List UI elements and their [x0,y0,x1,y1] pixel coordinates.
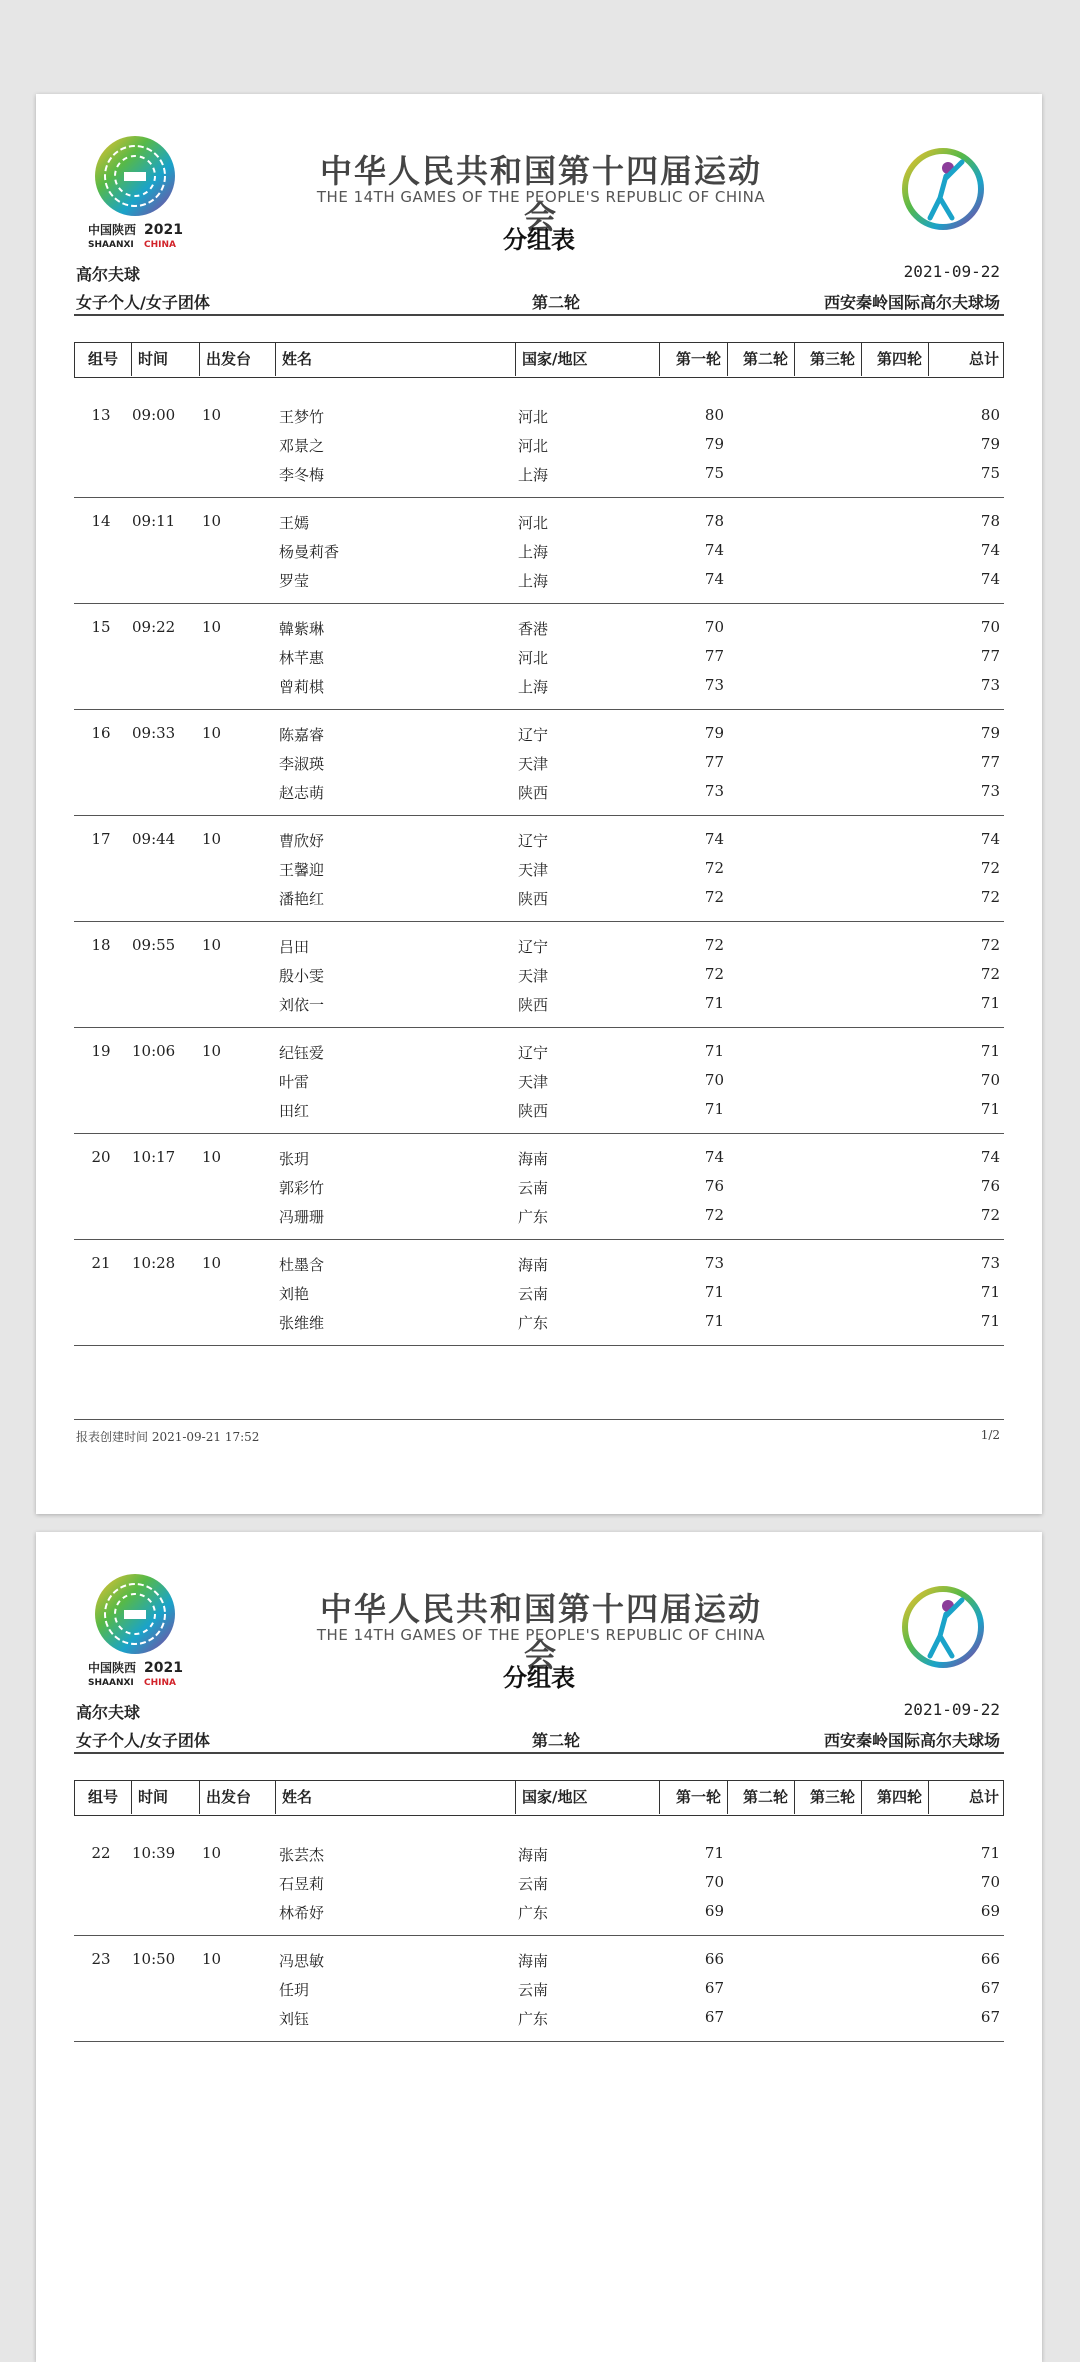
player-row [74,753,1004,781]
report-page-2 [36,1532,1042,2362]
tee-group [74,710,1004,816]
player-region: 天津 [518,1073,549,1091]
round1-score: 72 [704,888,724,906]
round1-score: 70 [704,1071,724,1089]
player-name: 冯思敏 [279,1952,325,1970]
tee-group [74,498,1004,604]
player-region: 天津 [518,967,549,985]
starting-tee: 10 [202,830,222,848]
total-score: 72 [980,1206,1000,1224]
round1-score: 74 [704,570,724,588]
player-row [74,1979,1004,2007]
player-region: 海南 [518,1846,549,1864]
tee-time: 09:33 [132,724,176,742]
player-name: 张玥 [279,1150,310,1168]
event-name: 女子个人/女子团体 [76,293,210,312]
round1-score: 70 [704,1873,724,1891]
player-name: 罗莹 [279,572,310,590]
svg-text:2021: 2021 [144,1660,183,1676]
total-score: 74 [980,830,1000,848]
player-name: 林芊惠 [279,649,325,667]
player-region: 辽宁 [518,726,549,744]
player-region: 陕西 [518,1102,549,1120]
report-page-1 [36,94,1042,1514]
venue-name: 西安秦岭国际高尔夫球场 [823,293,1000,312]
round1-score: 75 [704,464,724,482]
header-divider [74,1752,1004,1754]
player-row [74,724,1004,752]
player-name: 韓紫琳 [279,620,325,638]
player-region: 云南 [518,1981,549,1999]
doc-title: 分组表 [503,1664,575,1692]
player-row [74,541,1004,569]
col-round3: 第三轮 [794,1781,861,1814]
tee-group [74,1028,1004,1134]
round1-score: 79 [704,435,724,453]
tee-group [74,816,1004,922]
player-name: 王梦竹 [279,408,325,426]
player-region: 河北 [518,408,549,426]
player-row [74,1950,1004,1978]
player-name: 王馨迎 [279,861,325,879]
total-score: 72 [980,888,1000,906]
col-round4: 第四轮 [861,1781,928,1814]
round1-score: 72 [704,965,724,983]
games-title-en: THE 14TH GAMES OF THE PEOPLE'S REPUBLIC OF CHINA [316,188,766,206]
col-total: 总计 [928,343,1005,376]
round1-score: 72 [704,859,724,877]
player-name: 潘艳红 [279,890,325,908]
player-region: 云南 [518,1179,549,1197]
starting-tee: 10 [202,406,222,424]
group-number: 22 [91,1844,111,1862]
total-score: 78 [980,512,1000,530]
total-score: 70 [980,618,1000,636]
player-region: 海南 [518,1256,549,1274]
player-name: 王嫣 [279,514,310,532]
tee-group [74,1936,1004,2042]
total-score: 73 [980,676,1000,694]
total-score: 69 [980,1902,1000,1920]
round1-score: 71 [704,1844,724,1862]
player-row [74,464,1004,492]
tee-time: 09:44 [132,830,176,848]
group-number: 13 [91,406,111,424]
player-name: 石昱莉 [279,1875,325,1893]
player-row [74,1100,1004,1128]
starting-tee: 10 [202,1148,222,1166]
player-name: 叶雷 [279,1073,310,1091]
round1-score: 72 [704,1206,724,1224]
total-score: 71 [980,1042,1000,1060]
col-tee: 出发台 [199,1781,275,1814]
player-name: 邓景之 [279,437,325,455]
event-name: 女子个人/女子团体 [76,1731,210,1750]
round1-score: 73 [704,1254,724,1272]
report-created-time: 报表创建时间 2021-09-21 17:52 [76,1430,260,1444]
round1-score: 80 [704,406,724,424]
total-score: 72 [980,936,1000,954]
total-score: 67 [980,2008,1000,2026]
col-name: 姓名 [275,1781,515,1814]
round1-score: 67 [704,1979,724,1997]
player-region: 广东 [518,1208,549,1226]
player-row [74,512,1004,540]
starting-tee: 10 [202,1950,222,1968]
total-score: 73 [980,1254,1000,1272]
player-row [74,2008,1004,2036]
svg-text:2021: 2021 [144,222,183,238]
player-row [74,830,1004,858]
starting-tee: 10 [202,936,222,954]
player-name: 林希妤 [279,1904,325,1922]
groups-list [74,1830,1004,2042]
player-row [74,965,1004,993]
svg-text:CHINA: CHINA [144,1678,176,1688]
round1-score: 74 [704,830,724,848]
starting-tee: 10 [202,618,222,636]
round1-score: 77 [704,647,724,665]
player-name: 刘依一 [279,996,325,1014]
round1-score: 74 [704,1148,724,1166]
player-region: 辽宁 [518,938,549,956]
round1-score: 71 [704,994,724,1012]
player-name: 曾莉棋 [279,678,325,696]
player-name: 任玥 [279,1981,310,1999]
tee-group [74,1134,1004,1240]
player-name: 李淑瑛 [279,755,325,773]
total-score: 77 [980,753,1000,771]
col-group-no: 组号 [87,1788,118,1806]
player-region: 广东 [518,1314,549,1332]
col-total: 总计 [928,1781,1005,1814]
round1-score: 77 [704,753,724,771]
player-row [74,1283,1004,1311]
total-score: 80 [980,406,1000,424]
player-region: 海南 [518,1150,549,1168]
group-number: 18 [91,936,111,954]
tee-time: 09:11 [132,512,176,530]
round1-score: 79 [704,724,724,742]
tee-time: 09:22 [132,618,176,636]
group-number: 17 [91,830,111,848]
round-name: 第二轮 [531,293,580,312]
col-region: 国家/地区 [515,1781,659,1814]
total-score: 67 [980,1979,1000,1997]
group-number: 16 [91,724,111,742]
group-number: 20 [91,1148,111,1166]
player-name: 纪钰爱 [279,1044,325,1062]
player-name: 郭彩竹 [279,1179,325,1197]
player-region: 陕西 [518,784,549,802]
games-title-en: THE 14TH GAMES OF THE PEOPLE'S REPUBLIC OF CHINA [316,1626,766,1644]
player-row [74,647,1004,675]
round1-score: 74 [704,541,724,559]
player-name: 赵志萌 [279,784,325,802]
total-score: 74 [980,541,1000,559]
total-score: 74 [980,570,1000,588]
player-row [74,1071,1004,1099]
player-name: 吕田 [279,938,310,956]
tee-time: 10:50 [132,1950,176,1968]
group-number: 19 [91,1042,111,1060]
player-row [74,435,1004,463]
groups-list [74,392,1004,1346]
total-score: 71 [980,1100,1000,1118]
player-region: 河北 [518,649,549,667]
round1-score: 73 [704,782,724,800]
player-name: 陈嘉睿 [279,726,325,744]
round1-score: 76 [704,1177,724,1195]
total-score: 77 [980,647,1000,665]
col-region: 国家/地区 [515,343,659,376]
col-round3: 第三轮 [794,343,861,376]
games-title-cn: 中华人民共和国第十四届运动会 [319,152,762,236]
round1-score: 67 [704,2008,724,2026]
tee-group [74,392,1004,498]
player-name: 刘艳 [279,1285,310,1303]
table-header [74,342,1004,378]
player-name: 殷小雯 [279,967,325,985]
player-name: 曹欣妤 [279,832,325,850]
col-round2: 第二轮 [727,1781,794,1814]
tee-time: 09:00 [132,406,176,424]
total-score: 71 [980,1312,1000,1330]
col-group-no: 组号 [87,350,118,368]
total-score: 73 [980,782,1000,800]
player-row [74,1312,1004,1340]
svg-text:CHINA: CHINA [144,240,176,250]
tee-group [74,1830,1004,1936]
round1-score: 71 [704,1283,724,1301]
total-score: 71 [980,994,1000,1012]
round1-score: 73 [704,676,724,694]
svg-text:SHAANXI: SHAANXI [88,1678,134,1688]
total-score: 75 [980,464,1000,482]
tee-group [74,604,1004,710]
total-score: 70 [980,1873,1000,1891]
player-row [74,1206,1004,1234]
col-round2: 第二轮 [727,343,794,376]
player-region: 辽宁 [518,832,549,850]
player-region: 广东 [518,1904,549,1922]
round1-score: 71 [704,1312,724,1330]
player-row [74,406,1004,434]
player-name: 李冬梅 [279,466,325,484]
starting-tee: 10 [202,1042,222,1060]
player-row [74,936,1004,964]
tee-time: 10:17 [132,1148,176,1166]
col-round4: 第四轮 [861,343,928,376]
tee-time: 10:39 [132,1844,176,1862]
player-row [74,1902,1004,1930]
player-row [74,859,1004,887]
player-region: 陕西 [518,996,549,1014]
total-score: 76 [980,1177,1000,1195]
starting-tee: 10 [202,1254,222,1272]
report-date: 2021-09-22 [903,1700,1000,1719]
tee-time: 10:06 [132,1042,176,1060]
player-name: 张芸杰 [279,1846,325,1864]
tee-time: 09:55 [132,936,176,954]
player-region: 海南 [518,1952,549,1970]
player-region: 广东 [518,2010,549,2028]
group-number: 21 [91,1254,111,1272]
group-number: 14 [91,512,111,530]
player-row [74,1042,1004,1070]
player-name: 杨曼莉香 [279,543,340,561]
col-round1: 第一轮 [659,343,727,376]
player-region: 香港 [518,620,549,638]
player-row [74,782,1004,810]
player-name: 张维维 [279,1314,325,1332]
player-region: 天津 [518,861,549,879]
table-header [74,1780,1004,1816]
total-score: 79 [980,435,1000,453]
player-row [74,1873,1004,1901]
player-region: 上海 [518,678,549,696]
col-round1: 第一轮 [659,1781,727,1814]
player-row [74,1254,1004,1282]
round1-score: 66 [704,1950,724,1968]
round1-score: 71 [704,1100,724,1118]
player-row [74,676,1004,704]
total-score: 70 [980,1071,1000,1089]
starting-tee: 10 [202,724,222,742]
player-region: 辽宁 [518,1044,549,1062]
round1-score: 78 [704,512,724,530]
sport-name: 高尔夫球 [76,265,141,284]
round-name: 第二轮 [531,1731,580,1750]
player-row [74,570,1004,598]
games-title-cn: 中华人民共和国第十四届运动会 [319,1590,762,1674]
doc-title: 分组表 [503,226,575,254]
player-region: 陕西 [518,890,549,908]
total-score: 71 [980,1283,1000,1301]
tee-time: 10:28 [132,1254,176,1272]
report-date: 2021-09-22 [903,262,1000,281]
player-name: 冯珊珊 [279,1208,325,1226]
player-name: 杜墨含 [279,1256,325,1274]
round1-score: 71 [704,1042,724,1060]
player-name: 田红 [279,1102,310,1120]
player-region: 云南 [518,1875,549,1893]
tee-group [74,922,1004,1028]
starting-tee: 10 [202,1844,222,1862]
player-region: 上海 [518,543,549,561]
player-region: 河北 [518,514,549,532]
player-row [74,888,1004,916]
col-time: 时间 [131,1781,199,1814]
player-row [74,1844,1004,1872]
svg-text:中国陕西: 中国陕西 [88,223,137,237]
col-name: 姓名 [275,343,515,376]
round1-score: 69 [704,1902,724,1920]
col-time: 时间 [131,343,199,376]
total-score: 66 [980,1950,1000,1968]
player-region: 天津 [518,755,549,773]
footer-divider [74,1419,1004,1420]
player-row [74,618,1004,646]
player-region: 上海 [518,572,549,590]
total-score: 74 [980,1148,1000,1166]
tee-group [74,1240,1004,1346]
starting-tee: 10 [202,512,222,530]
player-region: 河北 [518,437,549,455]
player-row [74,1148,1004,1176]
total-score: 71 [980,1844,1000,1862]
svg-text:SHAANXI: SHAANXI [88,240,134,250]
page-number: 1/2 [980,1428,1000,1442]
group-number: 23 [91,1950,111,1968]
total-score: 72 [980,859,1000,877]
player-row [74,994,1004,1022]
header-divider [74,314,1004,316]
player-region: 上海 [518,466,549,484]
player-region: 云南 [518,1285,549,1303]
player-name: 刘钰 [279,2010,310,2028]
total-score: 79 [980,724,1000,742]
svg-text:中国陕西: 中国陕西 [88,1661,137,1675]
sport-name: 高尔夫球 [76,1703,141,1722]
col-tee: 出发台 [199,343,275,376]
player-row [74,1177,1004,1205]
venue-name: 西安秦岭国际高尔夫球场 [823,1731,1000,1750]
round1-score: 70 [704,618,724,636]
round1-score: 72 [704,936,724,954]
total-score: 72 [980,965,1000,983]
group-number: 15 [91,618,111,636]
